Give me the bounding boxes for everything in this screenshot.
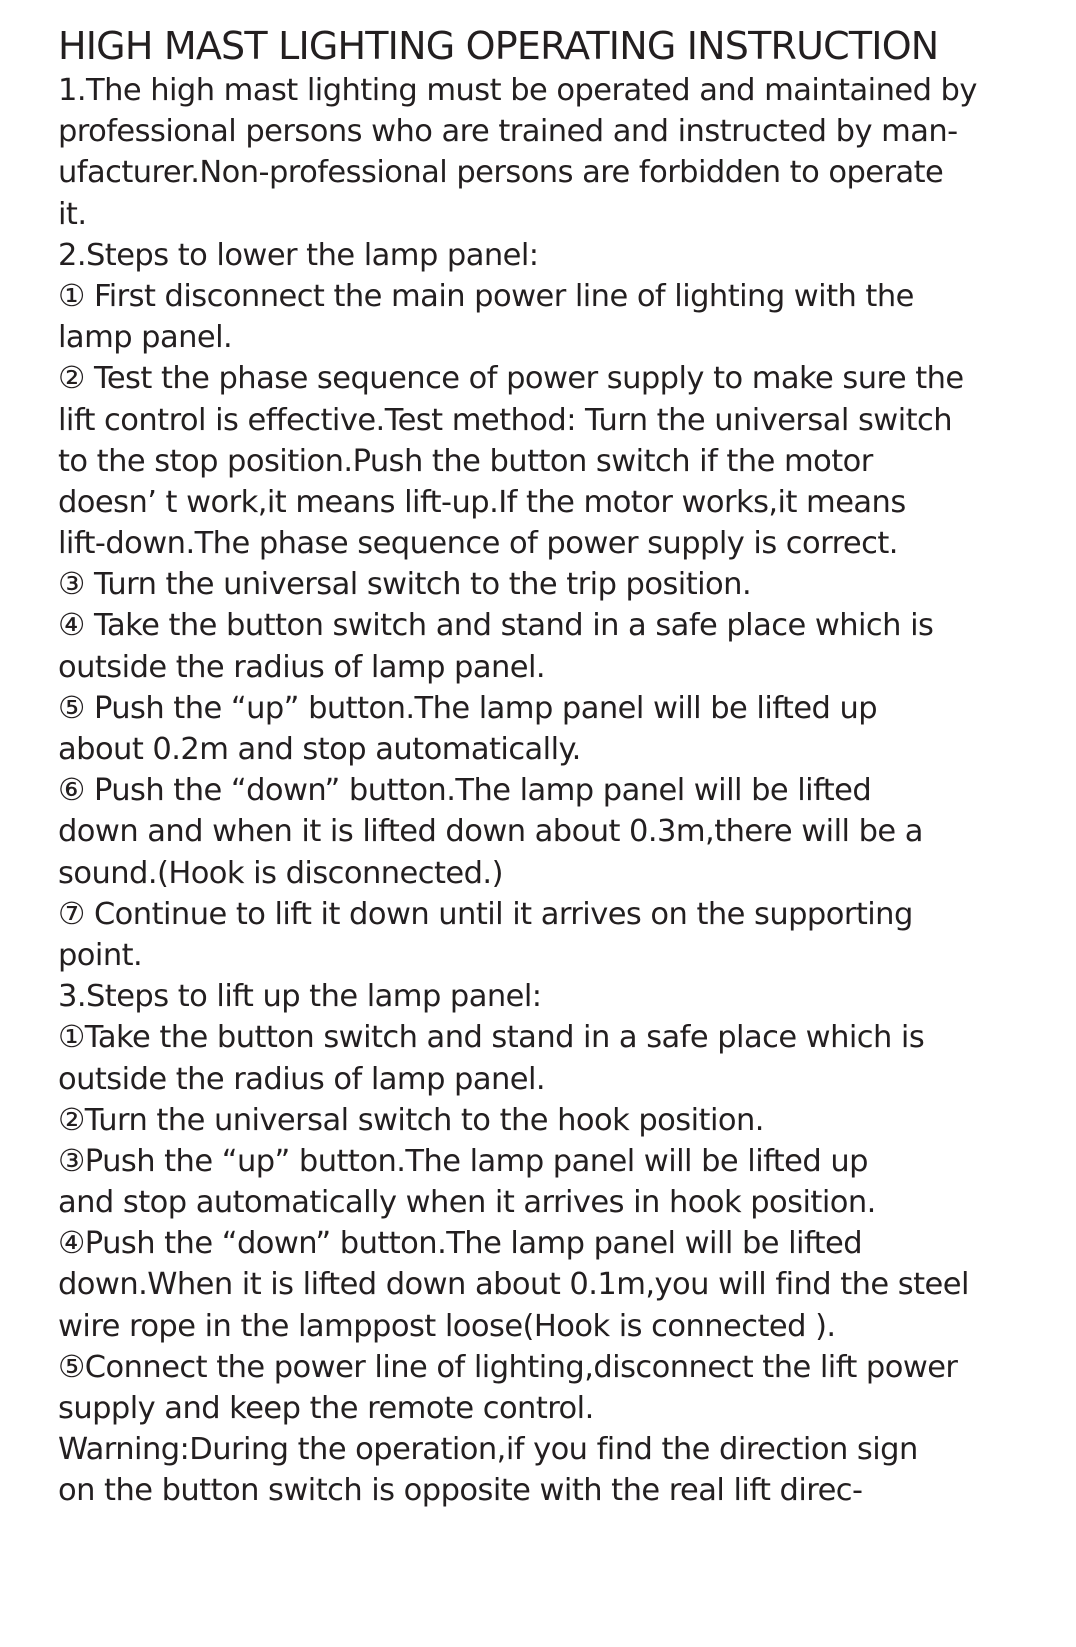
instruction-body [58, 70, 1058, 1512]
instruction-page [58, 22, 1058, 1512]
instruction-line: lamp panel. [58, 320, 233, 356]
instruction-line: supply and keep the remote control. [58, 1391, 594, 1426]
instruction-line: and stop automatically when it arrives in hook position. [58, 1185, 876, 1221]
instruction-line: down and when it is lifted down about 0.3m,there will be a [58, 814, 923, 850]
instruction-line: ②Turn the universal switch to the hook position. [58, 1102, 764, 1138]
instruction-line: 1.The high mast lighting must be operated and maintained by [58, 73, 977, 108]
instruction-line: ⑦ Continue to lift it down until it arrives on the supporting [58, 896, 913, 932]
instruction-line: 2.Steps to lower the lamp panel: [58, 237, 539, 273]
instruction-line: about 0.2m and stop automatically. [58, 732, 581, 767]
page-title: HIGH MAST LIGHTING OPERATING INSTRUCTION [58, 24, 939, 68]
instruction-line: lift-down.The phase sequence of power supply is correct. [58, 526, 898, 562]
instruction-line: ① First disconnect the main power line of lighting with the [58, 278, 914, 314]
instruction-line: outside the radius of lamp panel. [58, 649, 546, 685]
instruction-line: ② Test the phase sequence of power supply to make sure the [58, 361, 964, 397]
instruction-line: wire rope in the lamppost loose(Hook is connected ). [58, 1308, 836, 1344]
instruction-line: doesn’ t work,it means lift-up.If the motor works,it means [58, 484, 906, 520]
instruction-line: ⑤ Push the “up” button.The lamp panel will be lifted up [58, 690, 878, 726]
instruction-line: ④Push the “down” button.The lamp panel will be lifted [58, 1226, 863, 1262]
instruction-line: ⑥ Push the “down” button.The lamp panel will be lifted [58, 773, 872, 809]
instruction-line: sound.(Hook is disconnected.) [58, 855, 503, 891]
instruction-line: on the button switch is opposite with the real lift direc- [58, 1473, 863, 1509]
instruction-line: professional persons who are trained and instructed by man- [58, 114, 958, 150]
instruction-line: it. [58, 196, 87, 232]
instruction-line: ③Push the “up” button.The lamp panel will be lifted up [58, 1143, 868, 1179]
instruction-line: to the stop position.Push the button switch if the motor [58, 443, 873, 479]
instruction-line: ①Take the button switch and stand in a safe place which is [58, 1020, 925, 1056]
instruction-line: ufacturer.Non-professional persons are forbidden to operate [58, 155, 944, 191]
instruction-line: 3.Steps to lift up the lamp panel: [58, 979, 542, 1015]
instruction-line: ③ Turn the universal switch to the trip position. [58, 567, 752, 603]
instruction-line: ⑤Connect the power line of lighting,disconnect the lift power [58, 1349, 958, 1385]
instruction-line: outside the radius of lamp panel. [58, 1061, 546, 1097]
instruction-line: point. [58, 937, 143, 973]
instruction-line: down.When it is lifted down about 0.1m,you will find the steel [58, 1267, 969, 1303]
instruction-line: Warning:During the operation,if you find the direction sign [58, 1432, 918, 1468]
instruction-line: ④ Take the button switch and stand in a safe place which is [58, 608, 934, 644]
instruction-line: lift control is effective.Test method: Turn the universal switch [58, 402, 953, 438]
